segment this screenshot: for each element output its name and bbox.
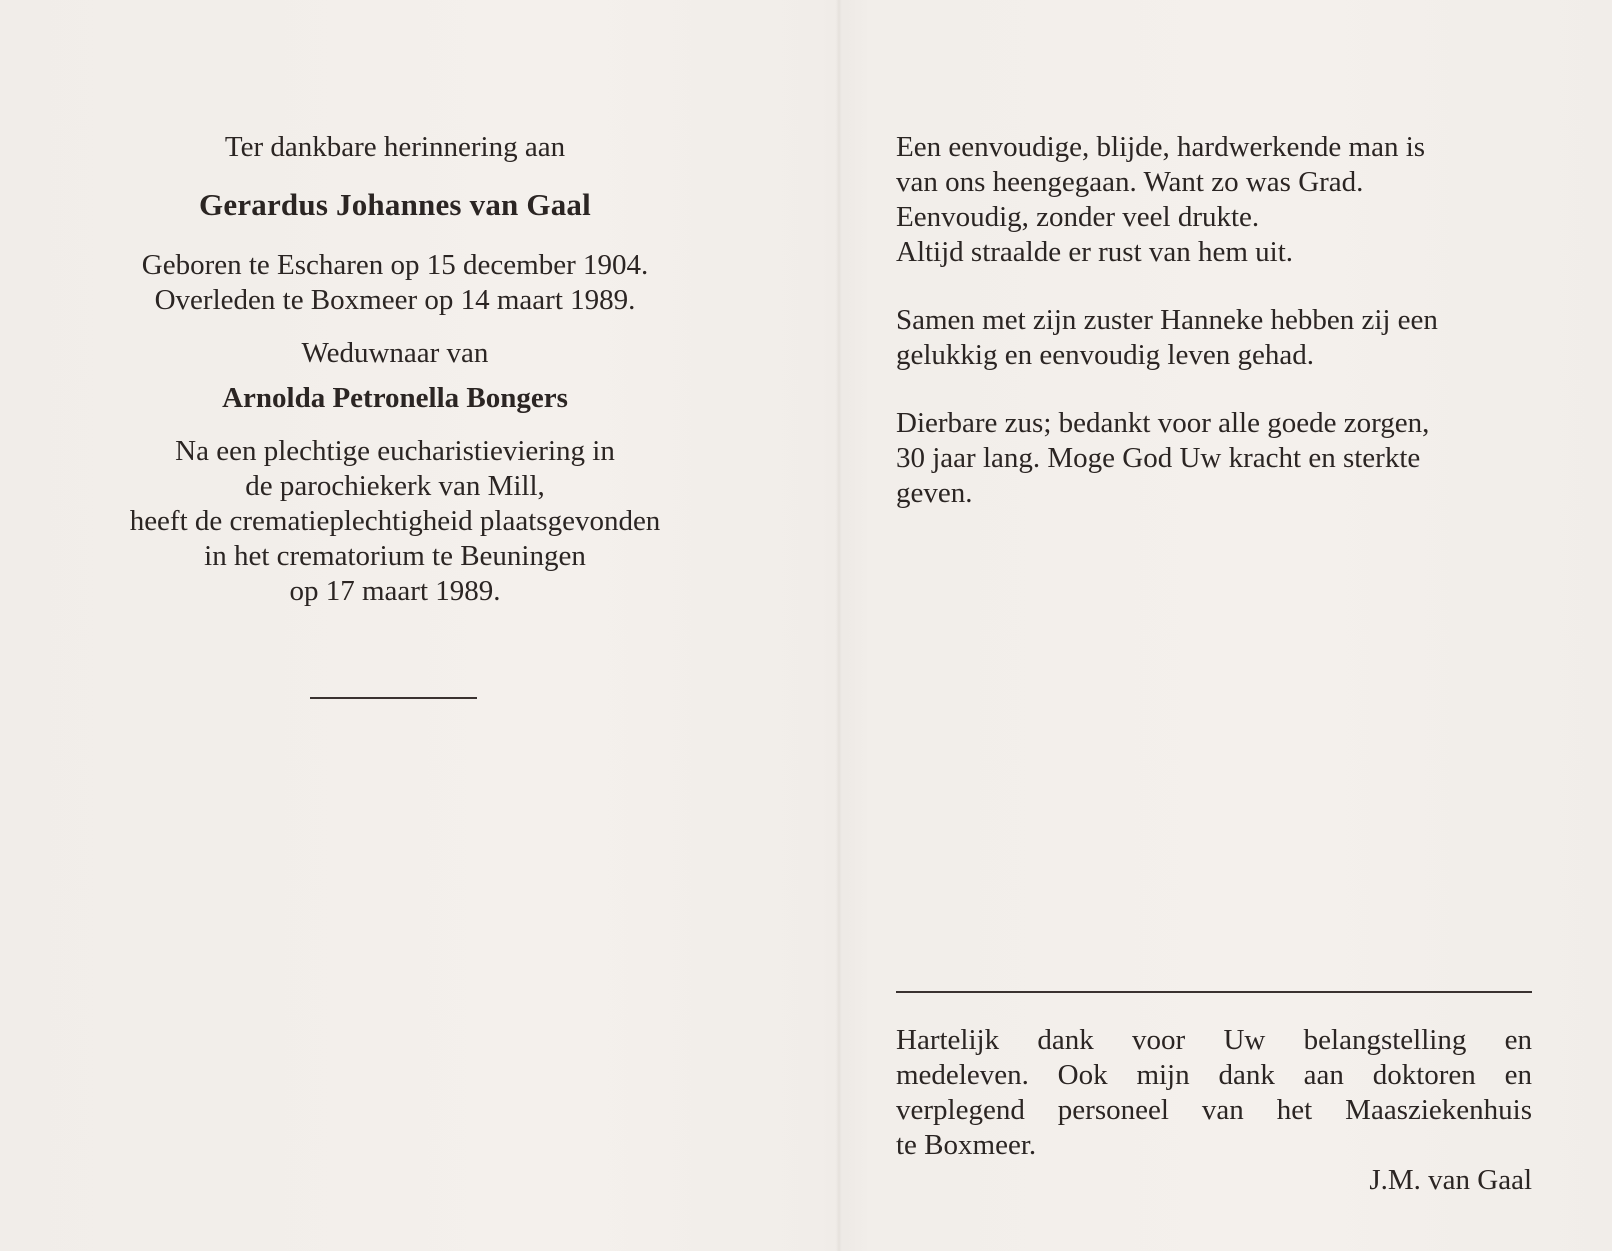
card-fold [836, 0, 842, 1251]
tribute-paragraph [896, 130, 1536, 270]
tribute-line: Altijd straalde er rust van hem uit. [896, 236, 1294, 268]
thanks-line: verplegend personeel van het Maasziekenhuis [896, 1094, 1532, 1126]
thanks-paragraph [896, 1023, 1532, 1163]
left-divider [310, 697, 477, 699]
thanks-line: medeleven. Ook mijn dank aan doktoren en [896, 1059, 1532, 1091]
thanks-line: te Boxmeer. [896, 1129, 1037, 1161]
tribute-line: Een eenvoudige, blijde, hardwerkende man is [896, 131, 1426, 163]
intro-text: Ter dankbare herinnering aan [224, 131, 566, 163]
ceremony-line: in het crematorium te Beuningen [204, 540, 586, 572]
sister-line: Samen met zijn zuster Hanneke hebben zij een [896, 304, 1438, 336]
ceremony-line: heeft de crematieplechtigheid plaatsgevonden [129, 505, 661, 537]
ceremony-line: de parochiekerk van Mill, [245, 470, 545, 502]
left-panel [70, 130, 720, 609]
thanks-line: Hartelijk dank voor Uw belangstelling en [896, 1024, 1532, 1056]
tribute-line: van ons heengegaan. Want zo was Grad. [896, 166, 1364, 198]
ceremony-line: Na een plechtige eucharistieviering in [175, 435, 615, 467]
gratitude-line: 30 jaar lang. Moge God Uw kracht en sterkte [896, 442, 1421, 474]
ceremony-line: op 17 maart 1989. [289, 575, 501, 607]
life-dates [70, 248, 720, 318]
sister-paragraph [896, 303, 1536, 373]
spouse-name: Arnolda Petronella Bongers [222, 382, 568, 414]
signature: J.M. van Gaal [1369, 1164, 1532, 1196]
ceremony-text [70, 434, 720, 609]
gratitude-paragraph [896, 406, 1536, 511]
widower-label: Weduwnaar van [301, 337, 489, 369]
right-panel [896, 130, 1536, 544]
gratitude-line: Dierbare zus; bedankt voor alle goede zorgen, [896, 407, 1430, 439]
sister-line: gelukkig en eenvoudig leven gehad. [896, 339, 1314, 371]
right-divider [896, 991, 1532, 993]
deceased-name: Gerardus Johannes van Gaal [199, 187, 591, 222]
tribute-line: Eenvoudig, zonder veel drukte. [896, 201, 1260, 233]
gratitude-line: geven. [896, 477, 973, 509]
birth-line: Geboren te Escharen op 15 december 1904. [141, 249, 649, 281]
death-line: Overleden te Boxmeer op 14 maart 1989. [154, 284, 636, 316]
